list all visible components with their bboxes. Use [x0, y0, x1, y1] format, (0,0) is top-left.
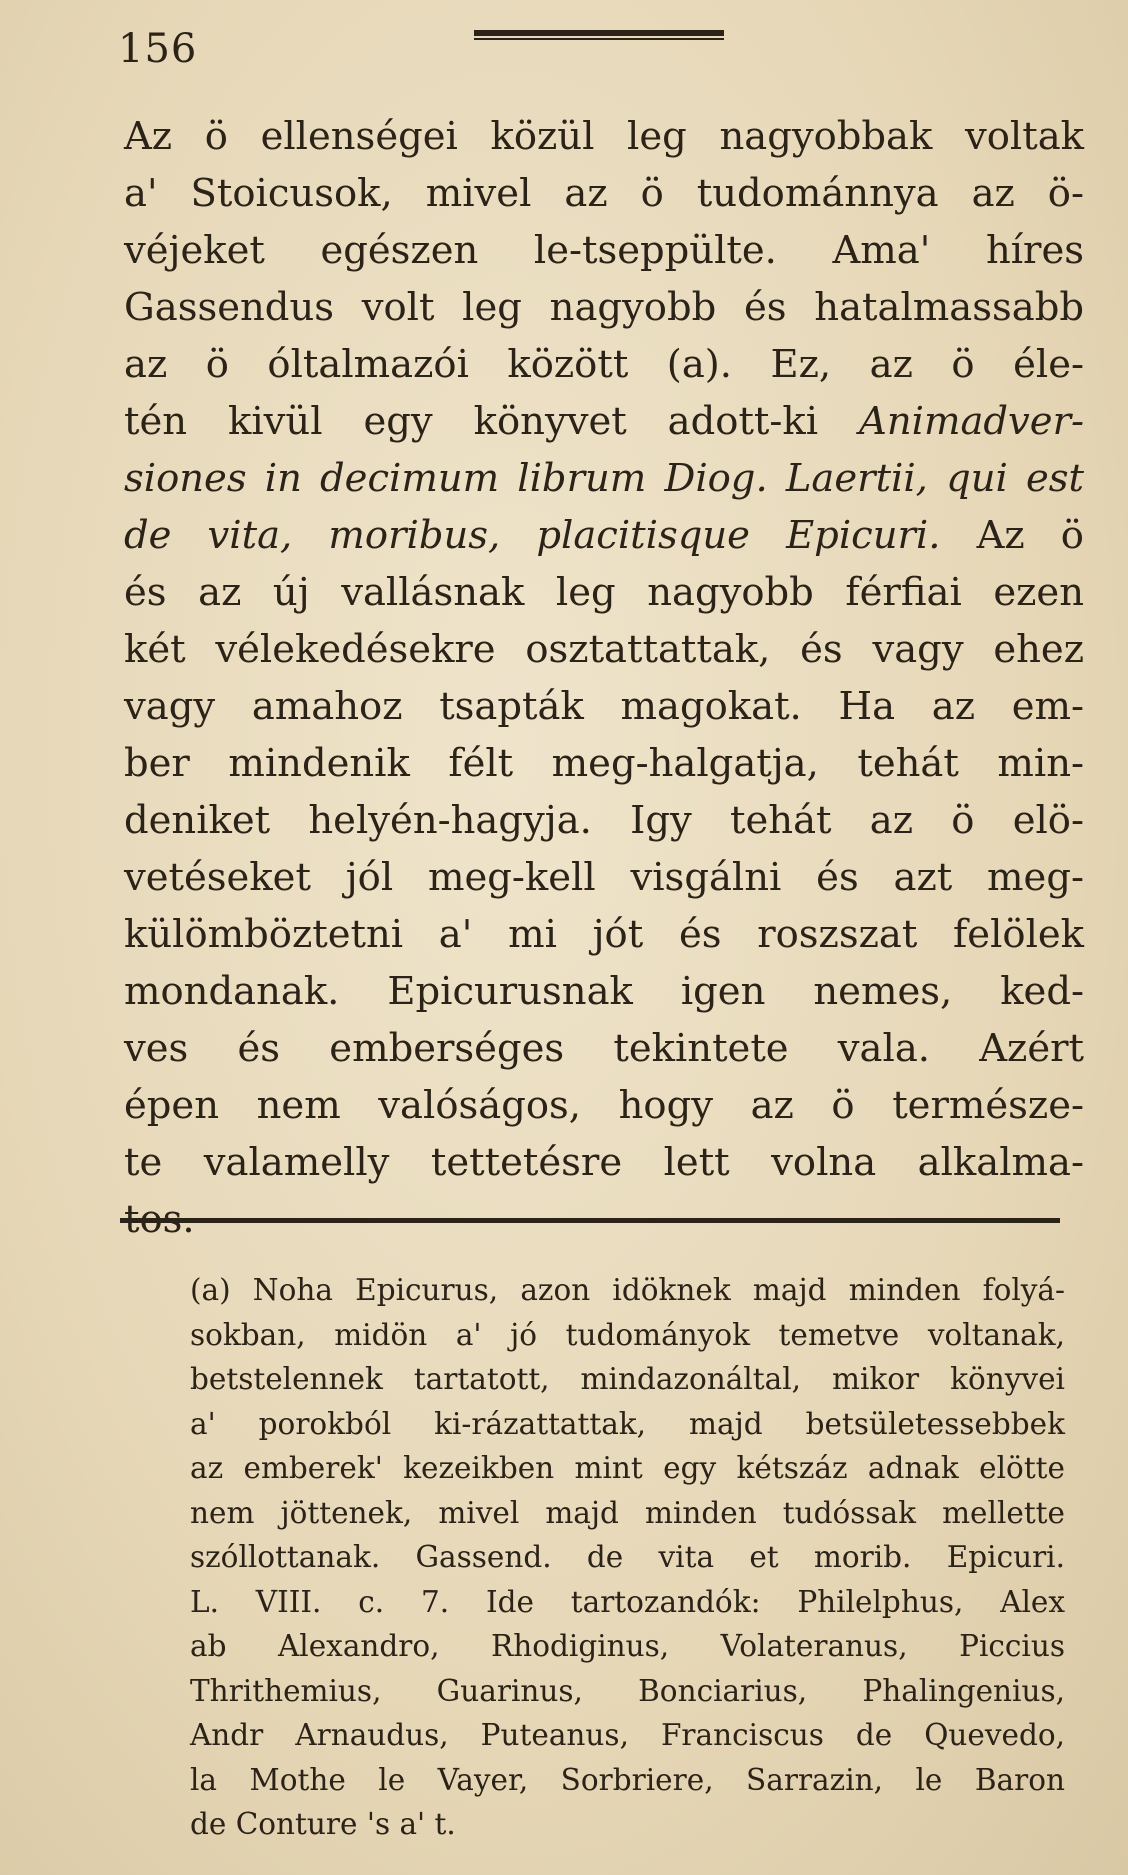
page-number: 156	[118, 26, 198, 72]
footnote-line: a' porokból ki-rázattattak, majd betsületessebbek	[190, 1406, 1065, 1441]
footnote-line: L. VIII. c. 7. Ide tartozandók: Philelphus, Alex	[190, 1584, 1065, 1619]
text-segment: külömböztetni a' mi jót és roszszat felölek	[124, 912, 1084, 957]
main-text-line	[124, 792, 1084, 849]
main-text-line	[124, 450, 1084, 507]
text-segment: ber mindenik félt meg-halgatja, tehát min-	[124, 741, 1084, 786]
main-text-line	[124, 108, 1084, 165]
footnote-line: nem jöttenek, mivel majd minden tudóssak mellette	[190, 1495, 1065, 1530]
text-segment: tén kivül egy könyvet adott-ki	[124, 399, 860, 444]
footnote-line: de Conture 's a' t.	[190, 1807, 456, 1841]
main-text-line	[124, 735, 1084, 792]
footnote-separator-rule	[120, 1218, 1060, 1223]
main-text-line	[124, 165, 1084, 222]
main-text-line	[124, 564, 1084, 621]
footnote-line: sokban, midön a' jó tudományok temetve voltanak,	[190, 1317, 1065, 1352]
main-text-line	[124, 222, 1084, 279]
footnote-line: la Mothe le Vayer, Sorbriere, Sarrazin, le Baron	[190, 1762, 1065, 1797]
main-text-line	[124, 621, 1084, 678]
text-segment: deniket helyén-hagyja. Igy tehát az ö elö-	[124, 798, 1084, 843]
main-text-block	[124, 108, 1084, 1248]
text-segment: és az új vallásnak leg nagyobb férfiai ezen	[124, 570, 1084, 615]
italic-text-segment: Animadver-	[859, 399, 1084, 444]
text-segment: a' Stoicusok, mivel az ö tudománnya az ö-	[124, 171, 1084, 216]
main-text-line	[124, 279, 1084, 336]
text-segment: vagy amahoz tsapták magokat. Ha az em-	[124, 684, 1084, 729]
footnote-line: Thrithemius, Guarinus, Bonciarius, Phalingenius,	[190, 1673, 1065, 1708]
italic-text-segment: siones in decimum librum Diog. Laertii, qui est	[124, 456, 1084, 501]
main-text-line	[124, 1077, 1084, 1134]
footnote-line: (a) Noha Epicurus, azon idöknek majd minden folyá-	[190, 1273, 1065, 1307]
footnote-line: szóllottanak. Gassend. de vita et morib. Epicuri.	[190, 1540, 1065, 1574]
main-text-line	[124, 906, 1084, 963]
text-segment: mondanak. Epicurusnak igen nemes, ked-	[124, 969, 1084, 1014]
text-segment: két vélekedésekre osztattattak, és vagy ehez	[124, 627, 1084, 672]
main-text-line	[124, 1134, 1084, 1191]
main-text-line	[124, 963, 1084, 1020]
main-text-line	[124, 393, 1084, 450]
text-segment: az ö óltalmazói között (a). Ez, az ö éle-	[124, 342, 1084, 387]
text-segment: véjeket egészen le-tseppülte. Ama' híres	[124, 228, 1084, 273]
main-text-line	[124, 1020, 1084, 1077]
footnote-line: az emberek' kezeikben mint egy kétszáz adnak elötte	[190, 1451, 1065, 1485]
text-segment: épen nem valóságos, hogy az ö természe-	[124, 1083, 1084, 1128]
footnote-line: ab Alexandro, Rhodiginus, Volateranus, Piccius	[190, 1629, 1065, 1663]
text-segment: Gassendus volt leg nagyobb és hatalmassabb	[124, 285, 1084, 330]
main-text-line	[124, 849, 1084, 906]
text-segment: tos.	[124, 1197, 195, 1242]
text-segment: Az ö	[940, 513, 1084, 558]
footnote-line: Andr Arnaudus, Puteanus, Franciscus de Quevedo,	[190, 1718, 1065, 1752]
header-rule	[474, 30, 724, 40]
text-segment: te valamelly tettetésre lett volna alkalma-	[124, 1140, 1084, 1185]
text-segment: ves és emberséges tekintete vala. Azért	[124, 1026, 1084, 1071]
footnote-line: betstelennek tartatott, mindazonáltal, mikor könyvei	[190, 1362, 1065, 1396]
main-text-line	[124, 507, 1084, 564]
italic-text-segment: de vita, moribus, placitisque Epicuri.	[124, 513, 941, 558]
main-text-line	[124, 678, 1084, 735]
text-segment: vetéseket jól meg-kell visgálni és azt meg-	[124, 855, 1084, 900]
footnote-block	[190, 1268, 1065, 1847]
main-text-line	[124, 336, 1084, 393]
text-segment: Az ö ellenségei közül leg nagyobbak voltak	[124, 114, 1084, 159]
